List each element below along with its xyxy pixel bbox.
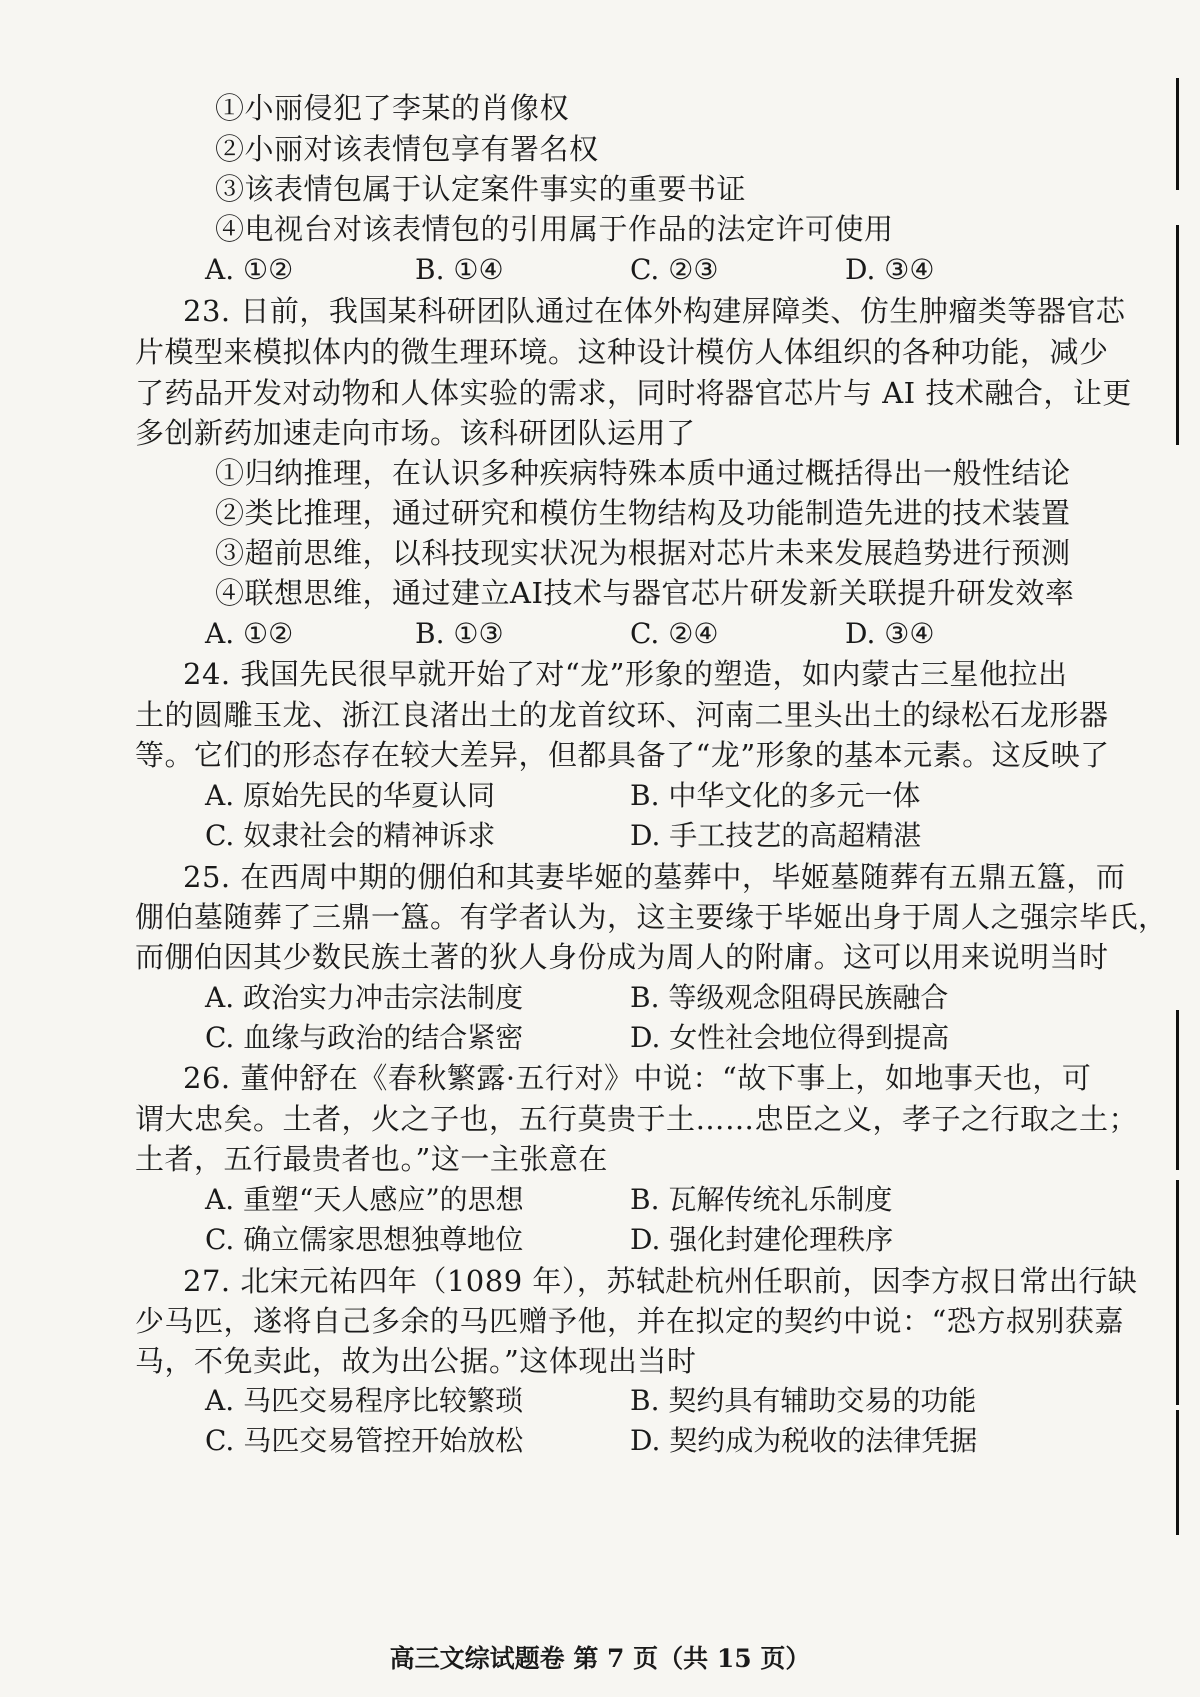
q22-option-c: C. ②③ <box>630 253 719 286</box>
q23-stem-line-4: 多创新药加速走向市场。该科研团队运用了 <box>135 416 696 450</box>
q23-option-d: D. ③④ <box>845 617 935 650</box>
q22-statement-1: ①小丽侵犯了李某的肖像权 <box>215 91 570 125</box>
q23-stem-line-3: 了药品开发对动物和人体实验的需求，同时将器官芯片与 AI 技术融合，让更 <box>135 376 1132 410</box>
scan-edge-mark <box>1176 78 1179 190</box>
q26-stem-line-1: 26. 董仲舒在《春秋繁露·五行对》中说：“故下事上，如地事天也，可 <box>183 1061 1092 1095</box>
scan-edge-mark <box>1176 1180 1179 1405</box>
q23-statement-4: ④联想思维，通过建立AI技术与器官芯片研发新关联提升研发效率 <box>215 576 1075 610</box>
q27-stem-line-2: 少马匹，遂将自己多余的马匹赠予他，并在拟定的契约中说：“恐方叔别获嘉 <box>135 1304 1124 1338</box>
q25-stem-line-1: 25. 在西周中期的倗伯和其妻毕姬的墓葬中，毕姬墓随葬有五鼎五簋，而 <box>183 860 1126 894</box>
q24-stem-line-1: 24. 我国先民很早就开始了对“龙”形象的塑造，如内蒙古三星他拉出 <box>183 657 1068 691</box>
q24-option-c: C. 奴隶社会的精神诉求 <box>205 819 496 852</box>
q27-stem-line-1: 27. 北宋元祐四年（1089 年），苏轼赴杭州任职前，因李方叔日常出行缺 <box>183 1264 1138 1298</box>
q22-statement-4: ④电视台对该表情包的引用属于作品的法定许可使用 <box>215 212 894 246</box>
q25-stem-line-2: 倗伯墓随葬了三鼎一簋。有学者认为，这主要缘于毕姬出身于周人之强宗毕氏， <box>135 900 1168 934</box>
q23-option-c: C. ②④ <box>630 617 719 650</box>
q25-option-d: D. 女性社会地位得到提高 <box>630 1021 950 1054</box>
q25-option-a: A. 政治实力冲击宗法制度 <box>205 981 524 1014</box>
q24-option-b: B. 中华文化的多元一体 <box>630 779 921 812</box>
q26-option-b: B. 瓦解传统礼乐制度 <box>630 1183 893 1216</box>
q22-option-b: B. ①④ <box>415 253 504 286</box>
page-footer: 高三文综试题卷 第 7 页（共 15 页） <box>389 1644 811 1673</box>
q24-option-a: A. 原始先民的华夏认同 <box>205 779 496 812</box>
q27-option-c: C. 马匹交易管控开始放松 <box>205 1424 524 1457</box>
q23-option-b: B. ①③ <box>415 617 504 650</box>
q26-stem-line-3: 土者，五行最贵者也。”这一主张意在 <box>135 1142 608 1176</box>
q27-stem-line-3: 马，不免卖此，故为出公据。”这体现出当时 <box>135 1344 697 1378</box>
scan-edge-mark <box>1176 225 1179 445</box>
q27-option-b: B. 契约具有辅助交易的功能 <box>630 1384 977 1417</box>
q27-option-a: A. 马匹交易程序比较繁琐 <box>205 1384 524 1417</box>
q24-stem-line-2: 土的圆雕玉龙、浙江良渚出土的龙首纹环、河南二里头出土的绿松石龙形器 <box>135 698 1109 732</box>
scan-edge-mark <box>1176 1010 1179 1170</box>
q26-option-a: A. 重塑“天人感应”的思想 <box>205 1183 524 1216</box>
scan-edge-mark <box>1176 1410 1179 1535</box>
q23-statement-3: ③超前思维，以科技现实状况为根据对芯片未来发展趋势进行预测 <box>215 536 1071 570</box>
q26-option-d: D. 强化封建伦理秩序 <box>630 1223 894 1256</box>
q23-stem-line-1: 23. 日前，我国某科研团队通过在体外构建屏障类、仿生肿瘤类等器官芯 <box>183 294 1126 328</box>
q23-option-a: A. ①② <box>205 617 294 650</box>
q22-option-d: D. ③④ <box>845 253 935 286</box>
q26-option-c: C. 确立儒家思想独尊地位 <box>205 1223 524 1256</box>
q22-statement-2: ②小丽对该表情包享有署名权 <box>215 132 599 166</box>
q26-stem-line-2: 谓大忠矣。土者，火之子也，五行莫贵于土……忠臣之义，孝子之行取之土； <box>135 1102 1139 1136</box>
q27-option-d: D. 契约成为税收的法律凭据 <box>630 1424 978 1457</box>
q23-statement-2: ②类比推理，通过研究和模仿生物结构及功能制造先进的技术装置 <box>215 496 1071 530</box>
q23-statement-1: ①归纳推理，在认识多种疾病特殊本质中通过概括得出一般性结论 <box>215 456 1071 490</box>
q25-option-c: C. 血缘与政治的结合紧密 <box>205 1021 524 1054</box>
q22-option-a: A. ①② <box>205 253 294 286</box>
q24-option-d: D. 手工技艺的高超精湛 <box>630 819 922 852</box>
q24-stem-line-3: 等。它们的形态存在较大差异，但都具备了“龙”形象的基本元素。这反映了 <box>135 738 1110 772</box>
q25-stem-line-3: 而倗伯因其少数民族土著的狄人身份成为周人的附庸。这可以用来说明当时 <box>135 940 1109 974</box>
q25-option-b: B. 等级观念阻碍民族融合 <box>630 981 949 1014</box>
q22-statement-3: ③该表情包属于认定案件事实的重要书证 <box>215 172 747 206</box>
q23-stem-line-2: 片模型来模拟体内的微生理环境。这种设计模仿人体组织的各种功能，减少 <box>135 335 1109 369</box>
